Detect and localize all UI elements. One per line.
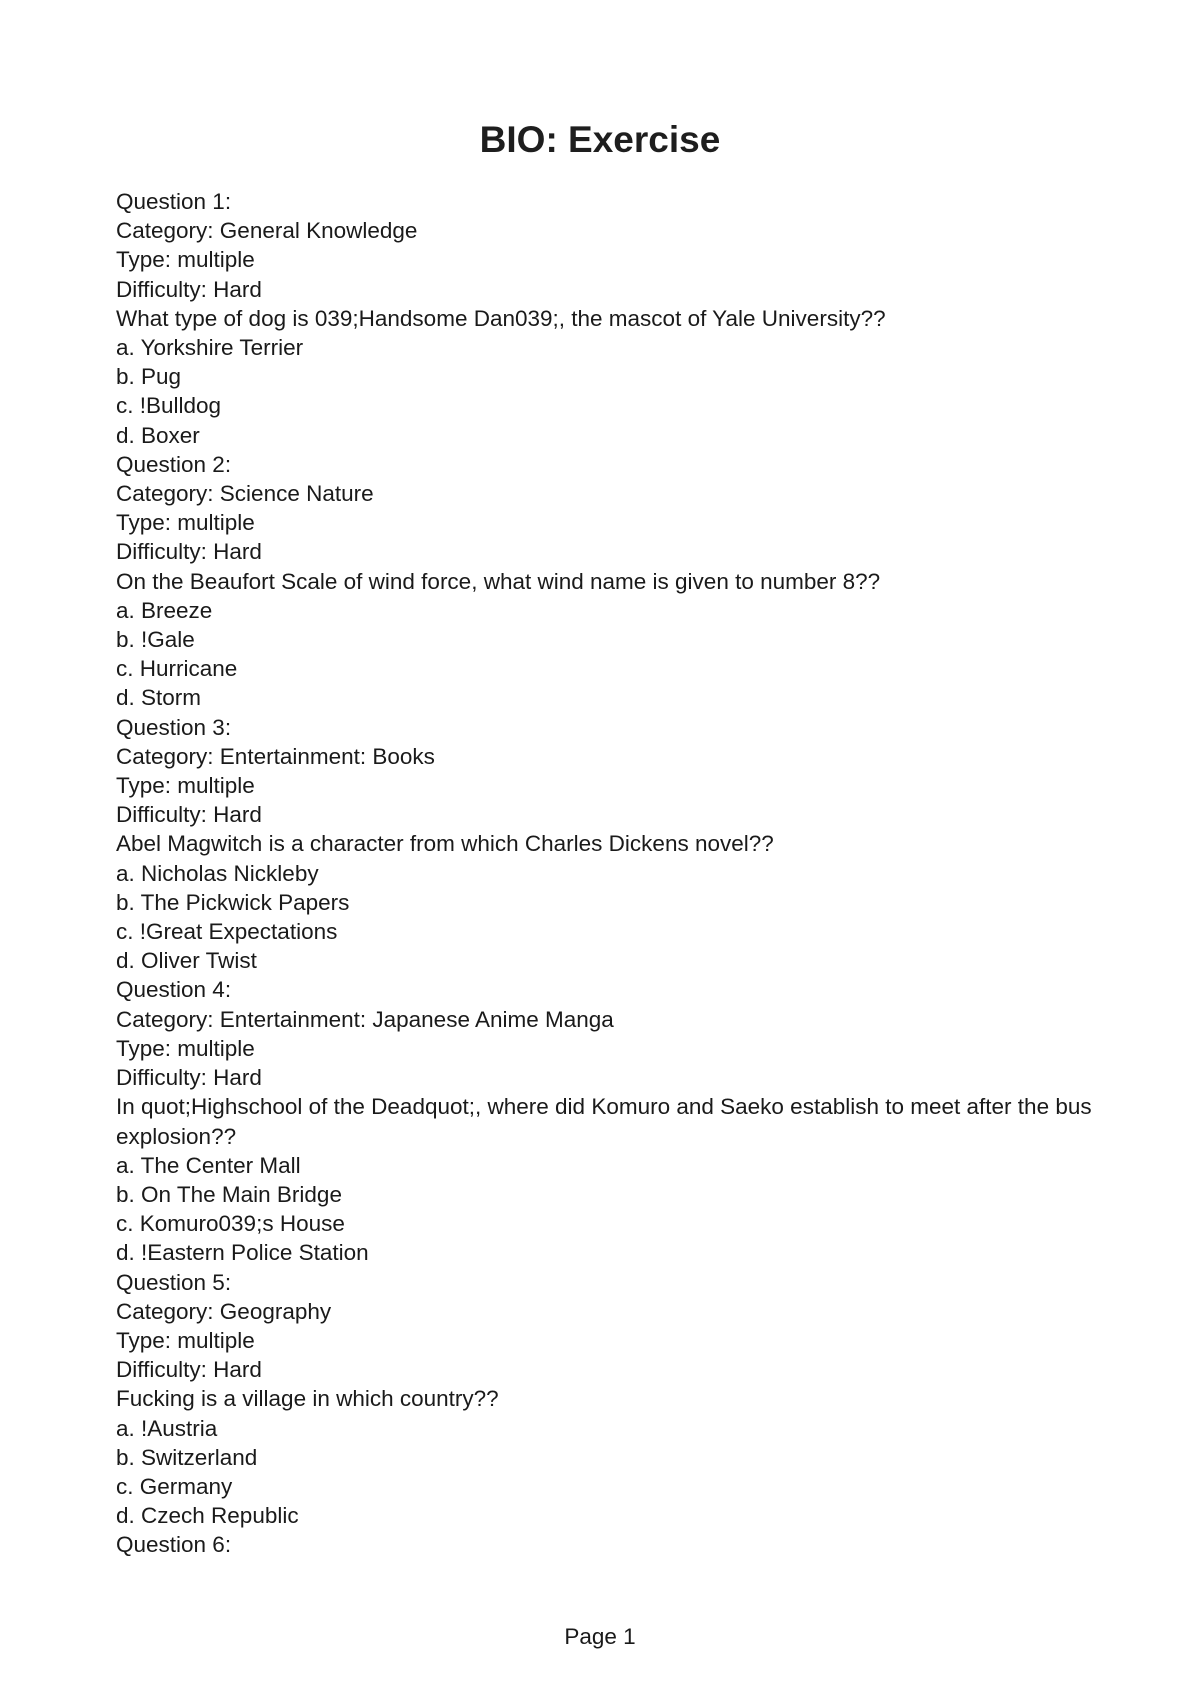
answer-option: d. Czech Republic bbox=[116, 1503, 299, 1529]
question-header: Question 2: bbox=[116, 451, 232, 477]
question-category: Category: Entertainment: Japanese Anime Manga bbox=[116, 1006, 614, 1032]
question-type: Type: multiple bbox=[116, 510, 255, 536]
question-category: Category: Entertainment: Books bbox=[116, 743, 435, 769]
page-footer: Page 1 bbox=[564, 1624, 636, 1649]
question-header: Question 5: bbox=[116, 1269, 232, 1295]
question-text: Fucking is a village in which country?? bbox=[116, 1386, 499, 1412]
answer-option: c. Germany bbox=[116, 1473, 233, 1499]
question-difficulty: Difficulty: Hard bbox=[116, 1357, 262, 1383]
answer-option: a. !Austria bbox=[116, 1415, 218, 1441]
answer-option: b. The Pickwick Papers bbox=[116, 889, 350, 915]
question-difficulty: Difficulty: Hard bbox=[116, 802, 262, 828]
question-text: On the Beaufort Scale of wind force, what wind name is given to number 8?? bbox=[116, 568, 881, 594]
answer-option: c. Hurricane bbox=[116, 656, 238, 682]
question-type: Type: multiple bbox=[116, 773, 255, 799]
answer-option: b. On The Main Bridge bbox=[116, 1181, 342, 1207]
question-difficulty: Difficulty: Hard bbox=[116, 539, 262, 565]
answer-option: c. !Great Expectations bbox=[116, 919, 338, 945]
answer-option: c. Komuro039;s House bbox=[116, 1211, 345, 1237]
answer-option: d. !Eastern Police Station bbox=[116, 1240, 369, 1266]
question-block bbox=[116, 450, 1096, 713]
answer-option: d. Boxer bbox=[116, 422, 200, 448]
answer-option: b. Pug bbox=[116, 364, 182, 390]
question-block bbox=[116, 975, 1096, 1267]
answer-option: b. !Gale bbox=[116, 627, 195, 653]
page-title: BIO: Exercise bbox=[479, 119, 721, 160]
answer-option: a. Yorkshire Terrier bbox=[116, 335, 304, 361]
question-text: In quot;Highschool of the Deadquot;, where did Komuro and Saeko establish to meet after the bus explosion?? bbox=[116, 1094, 1092, 1149]
question-type: Type: multiple bbox=[116, 1327, 255, 1353]
answer-option: b. Switzerland bbox=[116, 1444, 258, 1470]
question-type: Type: multiple bbox=[116, 1035, 255, 1061]
answer-option: d. Oliver Twist bbox=[116, 948, 257, 974]
question-difficulty: Difficulty: Hard bbox=[116, 1065, 262, 1091]
question-block bbox=[116, 713, 1096, 976]
question-header: Question 6: bbox=[116, 1532, 232, 1558]
answer-option: a. Nicholas Nickleby bbox=[116, 860, 319, 886]
question-header: Question 4: bbox=[116, 977, 232, 1003]
question-category: Category: Science Nature bbox=[116, 481, 374, 507]
question-category: Category: Geography bbox=[116, 1298, 332, 1324]
question-text: What type of dog is 039;Handsome Dan039;, the mascot of Yale University?? bbox=[116, 305, 886, 331]
question-text: Abel Magwitch is a character from which Charles Dickens novel?? bbox=[116, 831, 774, 857]
question-header: Question 3: bbox=[116, 714, 232, 740]
question-category: Category: General Knowledge bbox=[116, 218, 418, 244]
question-difficulty: Difficulty: Hard bbox=[116, 276, 262, 302]
question-header: Question 1: bbox=[116, 189, 232, 214]
question-block bbox=[116, 187, 1096, 450]
question-block bbox=[116, 1268, 1096, 1531]
question-type: Type: multiple bbox=[116, 247, 255, 273]
question-block bbox=[116, 1530, 1096, 1559]
question-list bbox=[116, 187, 1096, 1560]
answer-option: d. Storm bbox=[116, 685, 202, 711]
answer-option: c. !Bulldog bbox=[116, 393, 222, 419]
answer-option: a. The Center Mall bbox=[116, 1152, 301, 1178]
answer-option: a. Breeze bbox=[116, 597, 213, 623]
